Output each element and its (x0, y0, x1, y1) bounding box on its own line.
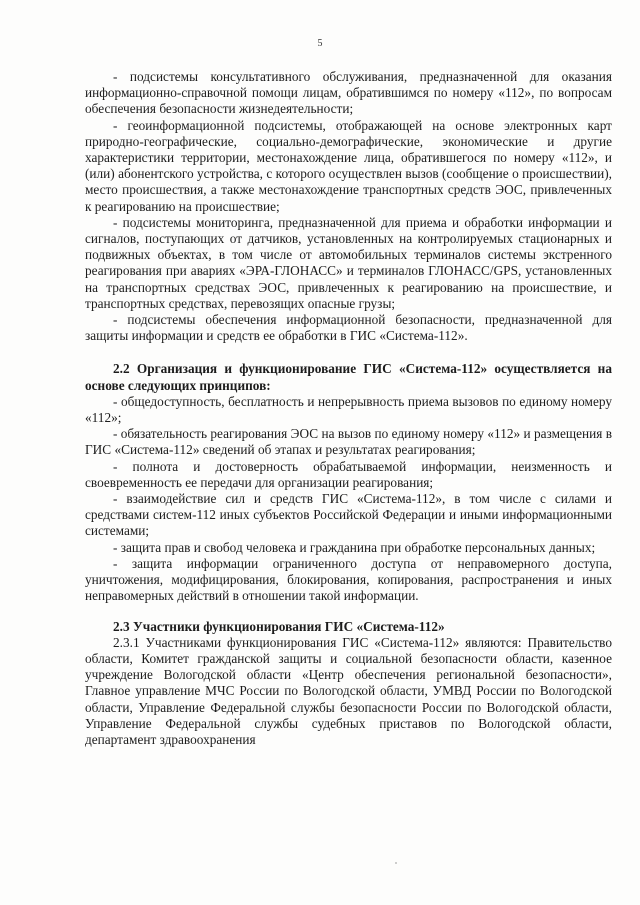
principle-item: - защита прав и свобод человека и гражданина при обработке персональных данных; (113, 539, 596, 555)
list1-item: - геоинформационной подсистемы, отображающей на основе электронных карт природно-географические, социально-демографические, экономические и другие характеристики территории, местонахождение лица, обратившегося по номеру «112», и (или) абонентского устройства, с которого осуществлен вызов (сообщение о происшествии), место происшествия, а также местонахождение транспортных средств ЭОС, привлеченных к реагированию на происшествие; (85, 117, 612, 214)
section-spacer (85, 344, 612, 361)
section-2-3-heading: 2.3 Участники функционирования ГИС «Система-112» (113, 618, 445, 634)
list1-item: - подсистемы консультативного обслуживания, предназначенной для оказания информационно-справочной помощи лицам, обратившимся по номеру «112», по вопросам обеспечения безопасности жизнедеятельности; (85, 69, 612, 117)
list1-item: - подсистемы обеспечения информационной безопасности, предназначенной для защиты информации и средств ее обработки в ГИС «Система-112». (85, 312, 612, 344)
section-2-2-heading: 2.2 Организация и функционирование ГИС «Система-112» осуществляется на основе следующих принципов: (85, 361, 612, 393)
page-number: 5 (317, 38, 323, 49)
participants-paragraph: 2.3.1 Участниками функционирования ГИС «Система-112» являются: Правительство области, Комитет гражданской защиты и социальной безопасности области, казенное учреждение Вологодской области «Центр обеспечения региональной безопасности», Главное управление МЧС России по Вологодской области, УМВД России по Вологодской области, Управление Федеральной службы безопасности России по Вологодской области, Управление Федеральной службы судебных приставов по Вологодской области, департамент здравоохранения (85, 634, 612, 747)
list1-item: - подсистемы мониторинга, предназначенной для приема и обработки информации и сигналов, поступающих от датчиков, установленных на контролируемых стационарных и подвижных объектах, в том числе от автомобильных терминалов системы экстренного реагирования при авариях «ЭРА-ГЛОНАСС» и терминалов ГЛОНАСС/GPS, установленных на транспортных средствах ЭОС, привлеченных к реагированию на происшествие, и транспортных средствах, перевозящих опасные грузы; (85, 214, 612, 311)
principle-item: - общедоступность, бесплатность и непрерывность приема вызовов по единому номеру «112»; (85, 393, 612, 426)
section-spacer (85, 605, 612, 619)
principle-item: - обязательность реагирования ЭОС на вызов по единому номеру «112» и размещения в ГИС «Система-112» сведений об этапах и результатах реагирования; (85, 426, 612, 458)
principle-item: - полнота и достоверность обрабатываемой информации, неизменность и своевременность ее передачи для организации реагирования; (85, 458, 612, 490)
principle-item: - защита информации ограниченного доступа от неправомерного доступа, уничтожения, модифицирования, блокирования, копирования, распространения и иных неправомерных действий в отношении такой информации. (85, 555, 612, 604)
principle-item: - взаимодействие сил и средств ГИС «Система-112», в том числе с силами и средствами систем-112 иных субъектов Российской Федерации и иными информационными системами; (85, 491, 612, 539)
document-body (85, 69, 612, 748)
scan-speck (395, 862, 397, 864)
